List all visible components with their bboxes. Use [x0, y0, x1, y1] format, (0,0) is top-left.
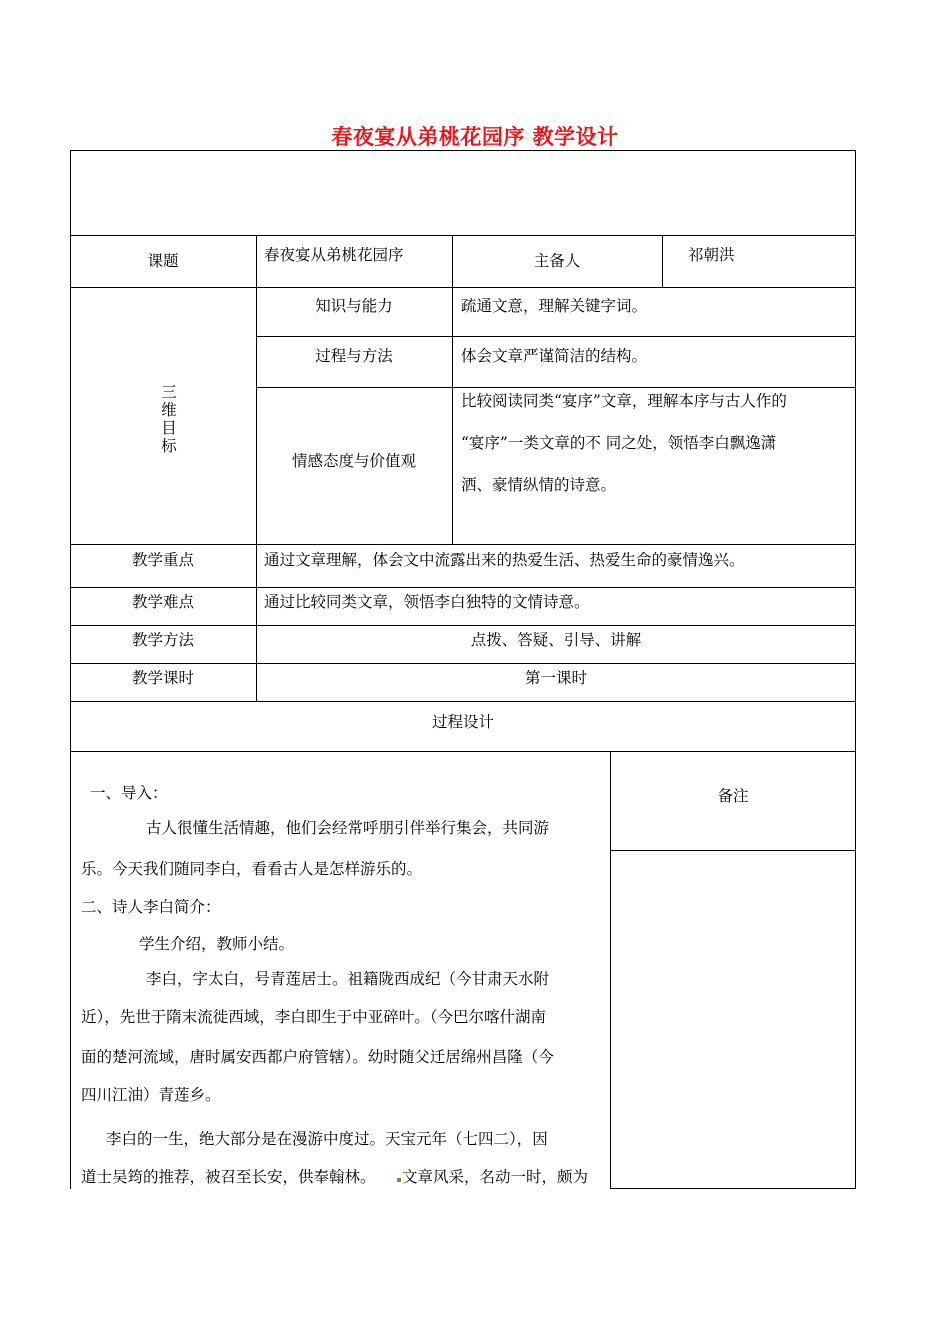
document-title: 春夜宴从弟桃花园序 教学设计 — [331, 124, 619, 149]
body-line: 学生介绍，教师小结。 — [139, 935, 295, 953]
body-line: 李白的一生，绝大部分是在漫游中度过。天宝元年（七四二），因 — [106, 1130, 548, 1148]
row-divider — [256, 387, 856, 388]
stray-mark — [397, 1178, 401, 1182]
row-divider — [70, 287, 856, 288]
body-line: 古人很懂生活情趣，他们会经常呼朋引伴举行集会，共同游 — [146, 819, 550, 837]
col-divider — [452, 235, 453, 544]
body-line: 四川江油）青莲乡。 — [81, 1086, 221, 1104]
row-divider — [256, 336, 856, 337]
table-border-top — [70, 150, 856, 151]
process-heading: 过程设计 — [431, 713, 494, 731]
methods-label: 教学方法 — [131, 631, 194, 649]
key-points-label: 教学重点 — [131, 551, 194, 569]
goal-content-line: 比较阅读同类“宴序”文章，理解本序与古人作的 — [461, 392, 787, 410]
topic-label: 课题 — [147, 252, 179, 270]
goal-content: 体会文章严谨简洁的结构。 — [461, 347, 648, 365]
topic-value: 春夜宴从弟桃花园序 — [264, 246, 404, 264]
goals-label: 三维目标 — [161, 383, 177, 455]
goal-dimension: 知识与能力 — [315, 297, 393, 315]
difficulties-label: 教学难点 — [131, 593, 194, 611]
goal-dimension: 过程与方法 — [315, 347, 393, 365]
notes-bottom — [610, 1188, 856, 1189]
row-divider — [70, 625, 856, 626]
key-points-value: 通过文章理解，体会文中流露出来的热爱生活、热爱生命的豪情逸兴。 — [264, 551, 745, 569]
section-heading: 二、诗人李白简介： — [81, 898, 221, 916]
lead-value: 祁朝洪 — [688, 246, 735, 264]
body-line: 近），先世于隋末流徙西域，李白即生于中亚碎叶。（今巴尔喀什湖南 — [81, 1008, 547, 1026]
body-line: 文章风采，名动一时，颇为 — [402, 1168, 589, 1186]
row-divider — [70, 663, 856, 664]
goal-dimension: 情感态度与价值观 — [291, 452, 416, 470]
col-divider — [662, 235, 663, 287]
row-divider — [70, 235, 856, 236]
body-line: 李白，字太白，号青莲居士。祖籍陇西成纪（今甘肃天水附 — [146, 970, 550, 988]
row-divider — [70, 751, 856, 752]
goal-content: 疏通文意，理解关键字词。 — [461, 297, 648, 315]
row-divider — [70, 587, 856, 588]
section-heading: 一、导入： — [90, 784, 168, 802]
row-divider — [70, 544, 856, 545]
goal-content-line: “宴序”一类文章的不 同之处，领悟李白飘逸潇 — [461, 434, 777, 452]
body-line: 面的楚河流域，唐时属安西都户府管辖）。幼时随父迁居绵州昌隆（今 — [81, 1048, 554, 1066]
class-hours-value: 第一课时 — [524, 669, 587, 687]
class-hours-label: 教学课时 — [131, 669, 194, 687]
body-line: 道士吴筠的推荐，被召至长安，供奉翰林。 — [81, 1168, 376, 1186]
body-line: 乐。今天我们随同李白，看看古人是怎样游乐的。 — [81, 860, 423, 878]
col-divider — [610, 751, 611, 1189]
row-divider — [70, 701, 856, 702]
difficulties-value: 通过比较同类文章，领悟李白独特的文情诗意。 — [264, 593, 590, 611]
goal-content-line: 洒、豪情纵情的诗意。 — [461, 476, 617, 494]
lead-label: 主备人 — [533, 252, 581, 270]
notes-divider — [610, 850, 856, 851]
notes-label: 备注 — [717, 787, 749, 805]
methods-value: 点拨、答疑、引导、讲解 — [470, 631, 642, 649]
